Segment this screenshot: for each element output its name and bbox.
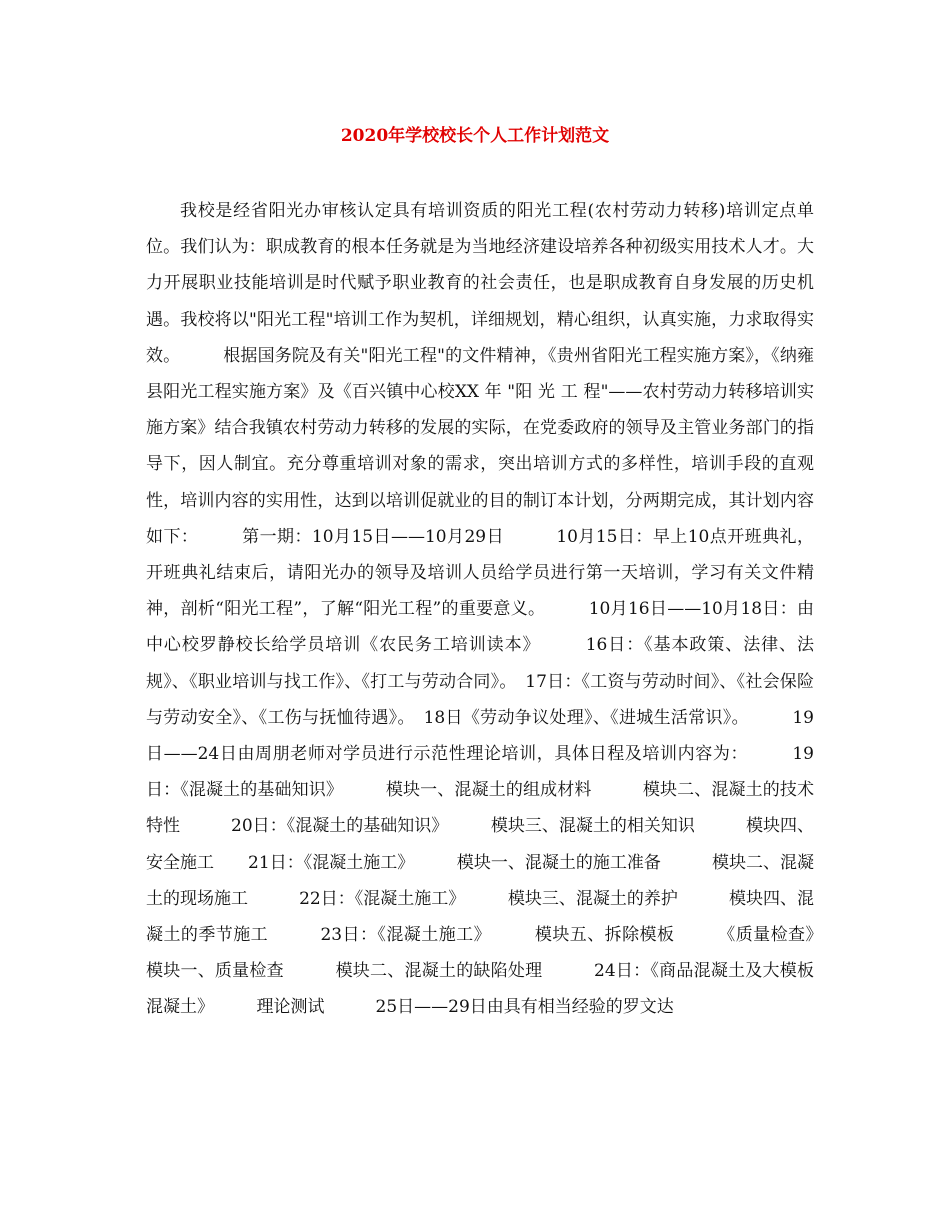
document-body-paragraph: 我校是经省阳光办审核认定具有培训资质的阳光工程(农村劳动力转移)培训定点单位。我们认为：职成教育的根本任务就是为当地经济建设培养各种初级实用技术人才。大力开展职业技能培训是时代赋予职业教育的社会责任，也是职成教育自身发展的历史机遇。我校将以"阳光工程"培训工作为契机，详细规划，精心组织，认真实施，力求取得实效。 根据国务院及有关"阳光工程"的文件精神，《贵州省阳光工程实施方案》，《纳雍县阳光工程实施方案》及《百兴镇中心校XX 年 "阳 光 工 程"——农村劳动力转移培训实施方案》结合我镇农村劳动力转移的发展的实际，在党委政府的领导及主管业务部门的指导下，因人制宜。充分尊重培训对象的需求，突出培训方式的多样性，培训手段的直观性，培训内容的实用性，达到以培训促就业的目的制订本计划，分两期完成，其计划内容如下： 第一期：10月15日——10月29日 10月15日：早上10点开班典礼，开班典礼结束后，请阳光办的领导及培训人员给学员进行第一天培训，学习有关文件精神，剖析“阳光工程”，了解“阳光工程”的重要意义。 10月16日——10月18日：由中心校罗静校长给学员培训《农民务工培训读本》 16日：《基本政策、法律、法规》、《职业培训与找工作》、《打工与劳动合同》。 17日：《工资与劳动时间》、《社会保险与劳动安全》、《工伤与抚恤待遇》。 18日《劳动争议处理》、《进城生活常识》。 19日——24日由周朋老师对学员进行示范性理论培训，具体日程及培训内容为： 19日：《混凝土的基础知识》 模块一、混凝土的组成材料 模块二、混凝土的技术特性 20日：《混凝土的基础知识》 模块三、混凝土的相关知识 模块四、安全施工 21日：《混凝土施工》 模块一、混凝土的施工准备 模块二、混凝土的现场施工 22日：《混凝土施工》 模块三、混凝土的养护 模块四、混凝土的季节施工 23日：《混凝土施工》 模块五、拆除模板 《质量检查》 模块一、质量检查 模块二、混凝土的缺陷处理 24日：《商品混凝土及大模板混凝土》 理论测试 25日——29日由具有相当经验的罗文达 <box>146 201 865 1018</box>
document-title: 2020年学校校长个人工作计划范文 <box>340 126 610 146</box>
